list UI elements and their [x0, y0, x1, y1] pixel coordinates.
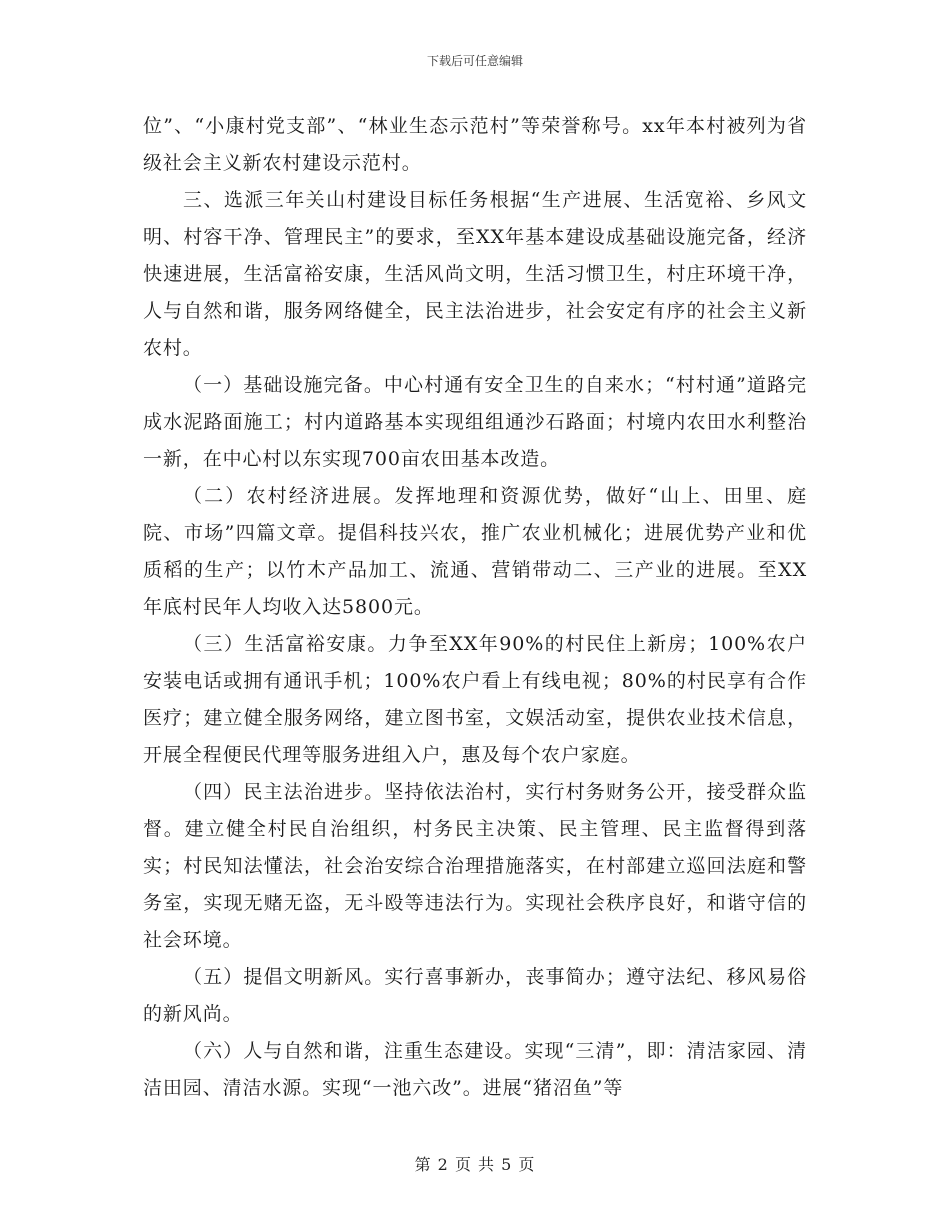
paragraph-item-5: （五）提倡文明新风。实行喜事新办，丧事简办；遵守法纪、移风易俗的新风尚。 — [143, 966, 807, 1025]
paragraph-section-three: 三、选派三年关山村建设目标任务根据“生产进展、生活宽裕、乡风文明、村容干净、管理民主”的要求，至XX年基本建设成基础设施完备，经济快速进展，生活富裕安康，生活风尚文明，生活习惯卫生，村庄环境干净，人与自然和谐，服务网络健全，民主法治进步，社会安定有序的社会主义新农村。 — [143, 189, 807, 359]
page-header-note: 下载后可任意编辑 — [426, 54, 523, 68]
paragraph-item-3: （三）生活富裕安康。力争至XX年90%的村民住上新房；100%农户安装电话或拥有通讯手机；100%农户看上有线电视；80%的村民享有合作医疗；建立健全服务网络，建立图书室，文娱活动室，提供农业技术信息，开展全程便民代理等服务进组入户，惠及每个农户家庭。 — [143, 633, 807, 766]
page-number: 第 2 页 共 5 页 — [414, 1155, 536, 1174]
paragraph-item-4: （四）民主法治进步。坚持依法治村，实行村务财务公开，接受群众监督。建立健全村民自治组织，村务民主决策、民主管理、民主监督得到落实；村民知法懂法，社会治安综合治理措施落实，在村部建立巡回法庭和警务室，实现无赌无盗，无斗殴等违法行为。实现社会秩序良好，和谐守信的社会环境。 — [143, 781, 807, 951]
paragraph-item-1: （一）基础设施完备。中心村通有安全卫生的自来水；“村村通”道路完成水泥路面施工；村内道路基本实现组组通沙石路面；村境内农田水利整治一新，在中心村以东实现700亩农田基本改造。 — [143, 374, 807, 470]
document-body — [143, 108, 807, 1107]
paragraph-item-6: （六）人与自然和谐，注重生态建设。实现“三清”，即：清洁家园、清洁田园、清洁水源。实现“一池六改”。进展“猪沼鱼”等 — [143, 1040, 807, 1099]
paragraph-continuation: 位”、“小康村党支部”、“林业生态示范村”等荣誉称号。xx年本村被列为省级社会主义新农村建设示范村。 — [143, 115, 807, 174]
paragraph-item-2: （二）农村经济进展。发挥地理和资源优势，做好“山上、田里、庭院、市场”四篇文章。提倡科技兴农，推广农业机械化；进展优势产业和优质稻的生产；以竹木产品加工、流通、营销带动二、三产业的进展。至XX年底村民年人均收入达5800元。 — [143, 485, 807, 618]
